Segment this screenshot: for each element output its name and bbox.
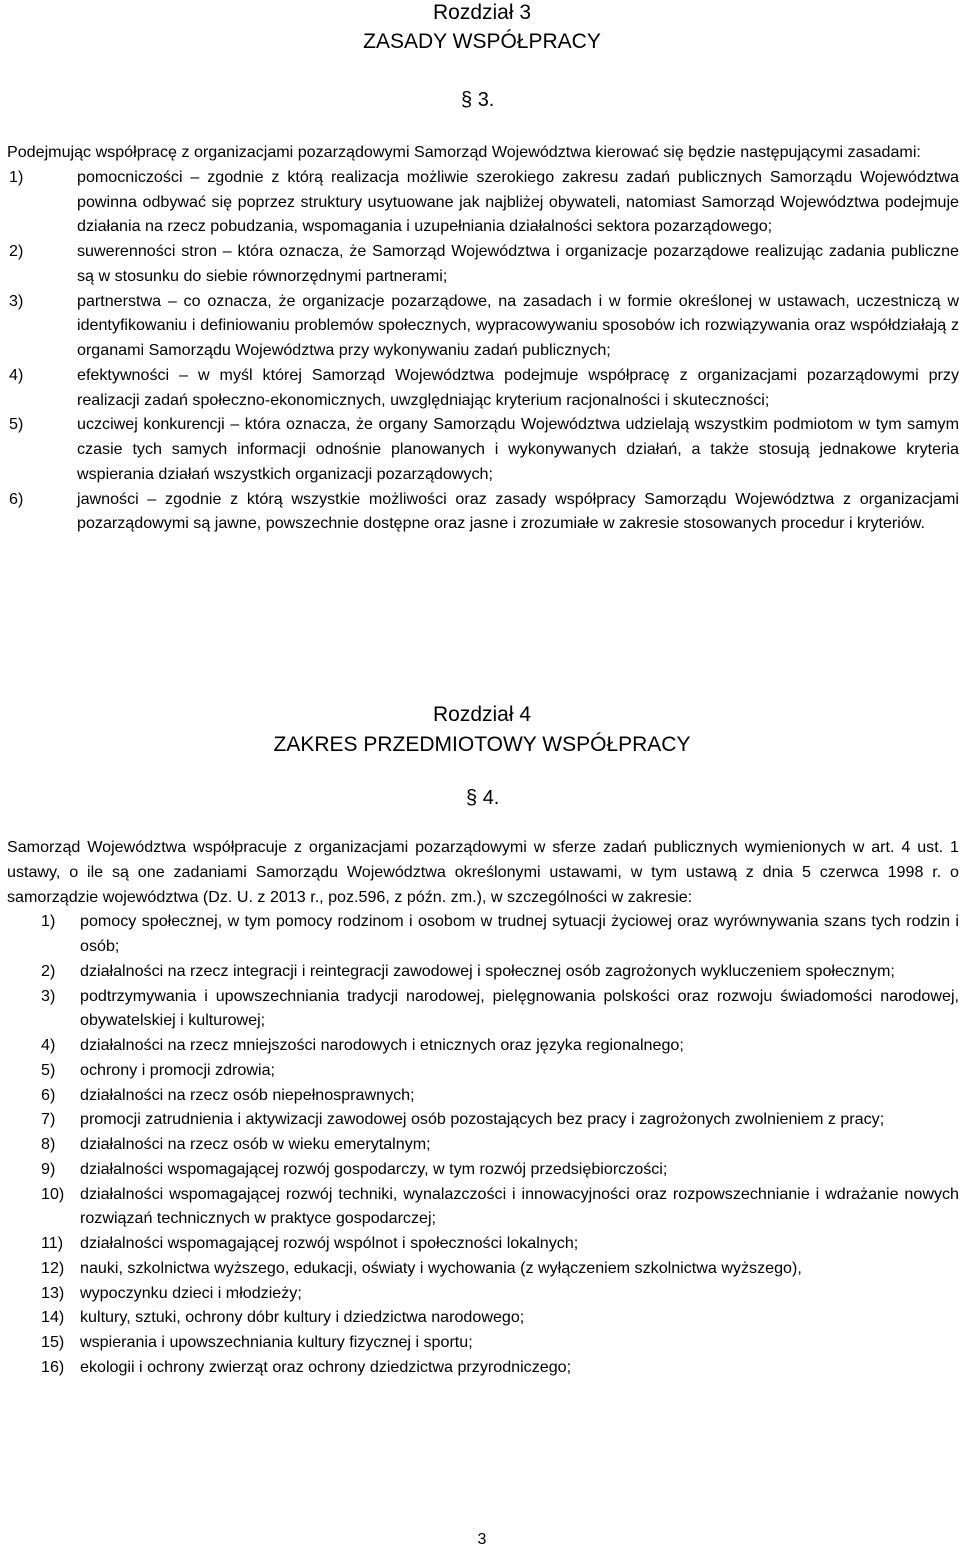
list-item-text: kultury, sztuki, ochrony dóbr kultury i dziedzictwa narodowego; [80,1308,525,1327]
principles-list [7,165,959,536]
section-4-number: 4. [482,787,500,809]
chapter-3-subtitle: ZASADY WSPÓŁPRACY [363,30,601,53]
list-item-number: 5) [41,1060,56,1079]
list-item-number: 6) [41,1085,56,1104]
page-number: 3 [477,1531,487,1548]
list-item-number: 3) [41,986,56,1005]
chapter-4-title: Rozdział 4 [432,703,532,726]
list-item-number: 8) [41,1135,56,1153]
list-item-text: podtrzymywania i upowszechniania tradycji narodowej, pielęgnowania polskości oraz rozwoju świadomości narodowej, obywatelskiej i kulturowej; [80,986,959,1030]
list-item [7,1157,959,1182]
list-item-text: działalności wspomagającej rozwój techniki, wynalazczości i innowacyjności oraz rozpowszechnianie i wdrażanie nowych rozwiązań technicznych w praktyce gospodarczej; [80,1184,959,1228]
list-item-number: 16) [41,1357,65,1376]
list-item-text: uczciwej konkurencji – która oznacza, że organy Samorządu Województwa udzielają wszystkim podmiotom w tym samym czasie tych samych informacji odnośnie planowanych i wykonywanych działań, a także stosują jednakowe kryteria wspierania działań wszystkich organizacji pozarządowych; [77,415,959,483]
list-item-number: 6) [9,489,24,508]
chapter-4-body [7,835,959,1380]
list-item-number: 13) [41,1283,65,1302]
list-item [7,289,959,363]
list-item-number: 15) [41,1333,65,1351]
list-item [7,1355,959,1380]
section-3-mark [461,88,494,112]
list-item-number: 7) [41,1110,56,1129]
list-item-text: nauki, szkolnictwa wyższego, edukacji, oświaty i wychowania (z wyłączeniem szkolnictwa wyższego), [80,1258,802,1277]
list-item [7,959,959,984]
list-item [7,487,959,537]
list-item-number: 2) [9,242,24,260]
list-item [7,1231,959,1256]
list-item-text: ekologii i ochrony zwierząt oraz ochrony dziedzictwa przyrodniczego; [80,1357,572,1376]
list-item-number: 4) [41,1036,56,1054]
list-item-text: działalności na rzecz integracji i reintegracji zawodowej i społecznej osób zagrożonych wykluczeniem społecznym; [80,961,895,980]
list-item [7,239,959,289]
list-item-number: 2) [41,961,56,980]
chapter-3-title: Rozdział 3 [432,1,532,24]
list-item-number: 1) [41,912,56,931]
chapter-3-intro: Podejmując współpracę z organizacjami pozarządowymi Samorząd Województwa kierować się będzie następującymi zasadami: [7,143,921,161]
list-item-text: suwerenności stron – która oznacza, że Samorząd Województwa i organizacje pozarządowe realizując zadania publiczne są w stosunku do siebie równorzędnymi partnerami; [77,242,959,285]
list-item [7,165,959,239]
scope-list [7,909,959,1379]
list-item [7,1033,959,1058]
list-item-text: pomocy społecznej, w tym pomocy rodzinom i osobom w trudnej sytuacji życiowej oraz wyrównywania szans tych rodzin i osób; [80,912,959,955]
list-item-number: 9) [41,1159,56,1178]
list-item [7,909,959,959]
list-item [7,1256,959,1281]
list-item-text: partnerstwa – co oznacza, że organizacje pozarządowe, na zasadach i w formie określonej w ustawach, uczestniczą w identyfikowaniu i definiowaniu problemów społecznych, wypracowywaniu sposobów ich rozwiązywania oraz współdziałają z organami Samorządu Województwa przy wykonywaniu zadań publicznych; [77,291,959,359]
list-item [7,412,959,486]
list-item-number: 11) [41,1234,64,1252]
section-sign-icon: § [466,787,478,809]
list-item [7,1305,959,1330]
list-item [7,363,959,413]
list-item-text: działalności wspomagającej rozwój gospodarczy, w tym rozwój przedsiębiorczości; [80,1159,668,1178]
list-item [7,1182,959,1232]
list-item-text: pomocniczości – zgodnie z którą realizacja możliwie szerokiego zakresu zadań publicznych Samorządu Województwa powinna odbywać się poprzez struktury usytuowane jak najbliżej obywateli, natomiast Samorząd Województwa podejmuje działania na rzecz pobudzania, wspomagania i uzupełniania działalności sektora pozarządowego; [77,167,959,236]
list-item-text: działalności na rzecz osób niepełnosprawnych; [80,1085,415,1104]
list-item-number: 4) [9,365,24,384]
section-4-mark [466,786,499,810]
chapter-4-intro: Samorząd Województwa współpracuje z organizacjami pozarządowymi w sferze zadań publicznych wymienionych w art. 4 ust. 1 ustawy, o ile są one zadaniami Samorządu Województwa określonymi ustawami, w tym ustawą z dnia 5 czerwca 1998 r. o samorządzie województwa (Dz. U. z 2013 r., poz.596, z późn. zm.), w szczególności w zakresie: [7,838,959,906]
list-item-text: wypoczynku dzieci i młodzieży; [80,1283,302,1302]
chapter-3-body [7,140,959,536]
list-item-number: 14) [41,1308,65,1327]
list-item [7,984,959,1034]
list-item-text: działalności na rzecz osób w wieku emerytalnym; [80,1135,431,1153]
list-item-text: ochrony i promocji zdrowia; [80,1060,275,1079]
chapter-4-subtitle: ZAKRES PRZEDMIOTOWY WSPÓŁPRACY [273,733,691,756]
list-item [7,1083,959,1108]
list-item-text: promocji zatrudnienia i aktywizacji zawodowej osób pozostających bez pracy i zagrożonych zwolnieniem z pracy; [80,1110,885,1129]
section-sign-icon: § [461,89,473,111]
list-item [7,1330,959,1355]
list-item-text: działalności wspomagającej rozwój wspólnot i społeczności lokalnych; [80,1234,579,1252]
list-item-number: 10) [41,1184,65,1203]
list-item [7,1058,959,1083]
list-item [7,1107,959,1132]
list-item-number: 1) [9,167,24,186]
list-item-text: działalności na rzecz mniejszości narodowych i etnicznych oraz języka regionalnego; [80,1036,684,1054]
list-item [7,1281,959,1306]
list-item-number: 5) [9,415,24,434]
list-item-text: efektywności – w myśl której Samorząd Województwa podejmuje współpracę z organizacjami pozarządowymi przy realizacji zadań społeczno-ekonomicznych, uwzględniając kryterium racjonalności i skuteczności; [77,365,959,409]
list-item [7,1132,959,1157]
list-item-text: jawności – zgodnie z którą wszystkie możliwości oraz zasady współpracy Samorządu Województwa z organizacjami pozarządowymi są jawne, powszechnie dostępne oraz jasne i zrozumiałe w zakresie stosowanych procedur i kryteriów. [77,489,959,533]
section-3-number: 3. [477,89,495,111]
list-item-number: 12) [41,1258,65,1277]
list-item-number: 3) [9,291,24,310]
list-item-text: wspierania i upowszechniania kultury fizycznej i sportu; [80,1333,473,1351]
